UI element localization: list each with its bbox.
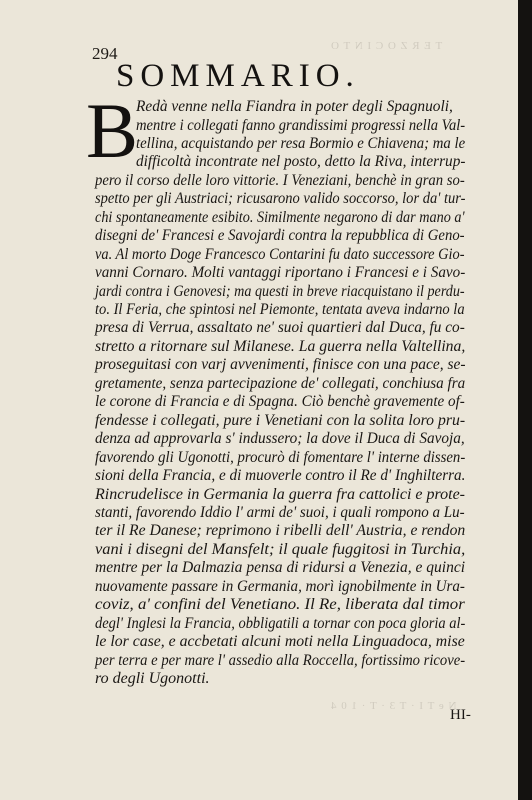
text-line: presa di Verrua, assaltato ne' suoi quartieri dal Duca, fu co- — [95, 319, 465, 337]
text-line: mentre per la Dalmazia pensa di ridursi a Venezia, e quinci — [95, 559, 466, 577]
text-line: ter il Re Danese; reprimono i ribelli dell' Austria, e rendon — [95, 522, 466, 540]
text-line: degl' Inglesi la Francia, obbligatili a tornar con poca gloria al- — [95, 614, 466, 632]
text-line: pero il corso delle loro vittorie. I Veneziani, benchè in gran so- — [95, 171, 465, 189]
text-line: le corone di Francia e di Spagna. Ciò benchè gravemente of- — [95, 393, 465, 411]
text-line: denza ad approvarla s' indussero; la dove il Duca di Savoja, — [95, 430, 465, 448]
text-line: mentre i collegati fanno grandissimi progressi nella Val- — [136, 116, 466, 134]
text-line: spetto per gli Austriaci; ricusarono valido soccorso, lor da' tur- — [95, 190, 466, 208]
page-number: 294 — [92, 44, 118, 63]
book-binding — [518, 0, 532, 800]
section-heading: SOMMARIO. — [116, 58, 360, 94]
text-line: jardi contra i Genovesi; ma questi in breve riacquistano il perdu- — [95, 282, 465, 300]
text-line: fendesse i collegati, pure i Venetiani con la solita loro pru- — [95, 411, 466, 429]
text-line: vanni Cornaro. Molti vantaggi riportano i Francesi e i Savo- — [95, 264, 466, 282]
text-line: le lor case, e accbetati alcuni moti nella Linguadoca, mise — [95, 633, 465, 651]
text-line: Rincrudelisce in Germania la guerra fra cattolici e prote- — [95, 485, 466, 503]
text-line: sioni della Francia, e di muoverle contro il Re d' Inghilterra. — [95, 467, 466, 484]
text-line: proseguitasi con varj avvenimenti, finisce con una pace, se- — [95, 356, 466, 374]
drop-cap: B — [86, 87, 139, 174]
text-line: coviz, a' confini del Venetiano. Il Re, liberata dal timor — [95, 596, 465, 614]
text-line: gretamente, senza partecipazione de' collegati, conchiusa fra — [95, 374, 466, 392]
text-line: per terra e per mare l' assedio alla Roccella, fortissimo ricove- — [95, 651, 466, 669]
text-line: stanti, favorendo Iddio l' armi de' suoi, i quali rompono a Lu- — [95, 503, 465, 521]
text-line: nuovamente passare in Germania, morì ignobilmente in Ura- — [95, 577, 465, 595]
text-line: disegni de' Francesi e Savojardi contra la repubblica di Geno- — [95, 227, 465, 245]
text-line: tellina, acquistando per resa Bormio e Chiavena; ma le — [136, 134, 466, 152]
text-line: chi spontaneamente esibito. Similmente negarono di dar mano a' — [95, 208, 465, 226]
text-line: difficoltà incontrate nel posto, detto la Riva, interrup- — [136, 153, 466, 171]
text-line: stretto a ritornare sul Milanese. La guerra nella Valtellina, — [95, 337, 466, 355]
text-line: va. Al morto Doge Francesco Contarini fu dato successore Gio- — [95, 245, 465, 263]
catchword: HI- — [450, 707, 471, 723]
text-line: vani i disegni del Mansfelt; il quale fuggitosi in Turchia, — [95, 540, 466, 558]
text-line: Redà venne nella Fiandra in poter degli Spagnuoli, — [136, 98, 453, 115]
bleed-through-text: N e T I · T 3 · T · 1 0 4 — [330, 700, 457, 712]
text-line: to. Il Feria, che spintosi nel Piemonte, tentata aveva indarno la — [95, 301, 465, 318]
text-line: ro degli Ugonotti. — [95, 670, 210, 687]
text-line: favorendo gli Ugonotti, procurò di fomentare l' interne dissen- — [95, 448, 466, 466]
bleed-through-text: T E R Z O C I N T O — [330, 40, 443, 52]
